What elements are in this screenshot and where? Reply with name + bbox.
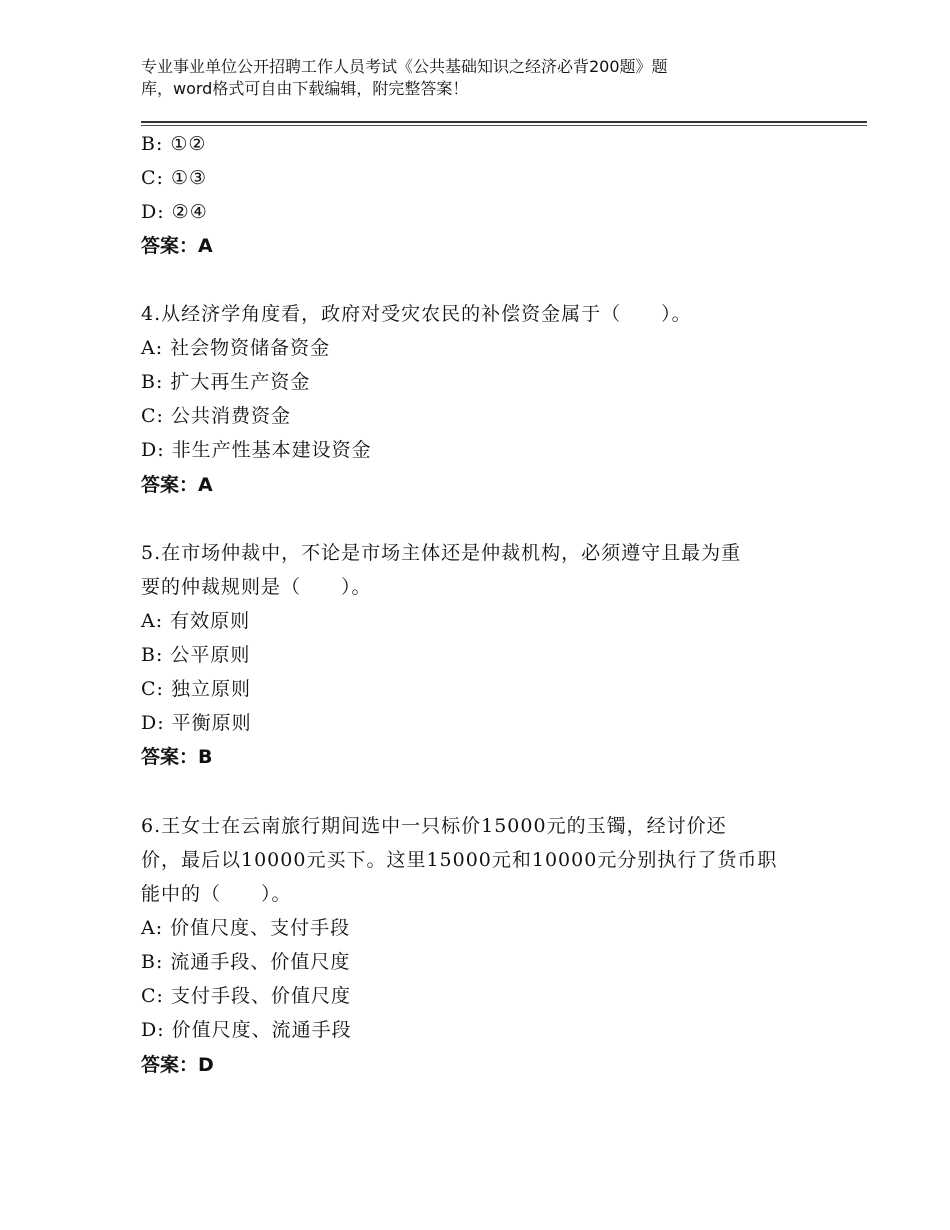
q6-option-b: B: 流通手段、价值尺度 xyxy=(141,951,351,973)
header-rule-thick xyxy=(141,121,867,123)
q3-answer: 答案：A xyxy=(141,235,213,257)
header-rule-thin xyxy=(141,125,867,126)
q6-stem-line-1: 6.王女士在云南旅行期间选中一只标价15000元的玉镯，经讨价还 xyxy=(141,815,727,837)
q5-stem-line-2: 要的仲裁规则是（ ）。 xyxy=(141,576,372,598)
q4-answer: 答案：A xyxy=(141,474,213,496)
q6-stem-line-3: 能中的（ ）。 xyxy=(141,883,292,905)
q5-option-b: B: 公平原则 xyxy=(141,644,251,666)
q4-option-a: A: 社会物资储备资金 xyxy=(141,337,331,359)
q3-option-c: C: ①③ xyxy=(141,167,208,189)
q6-answer: 答案：D xyxy=(141,1054,214,1076)
q6-option-a: A: 价值尺度、支付手段 xyxy=(141,917,351,939)
q5-option-a: A: 有效原则 xyxy=(141,610,251,632)
q5-option-c: C: 独立原则 xyxy=(141,678,251,700)
header-line-2: 库，word格式可自由下载编辑，附完整答案！ xyxy=(141,79,469,98)
q6-option-d: D: 价值尺度、流通手段 xyxy=(141,1019,352,1041)
q4-stem: 4.从经济学角度看，政府对受灾农民的补偿资金属于（ ）。 xyxy=(141,303,692,325)
q6-stem-line-2: 价，最后以10000元买下。这里15000元和10000元分别执行了货币职 xyxy=(141,849,778,871)
q6-option-c: C: 支付手段、价值尺度 xyxy=(141,985,351,1007)
q4-option-c: C: 公共消费资金 xyxy=(141,405,291,427)
q3-option-d: D: ②④ xyxy=(141,201,208,223)
q5-stem-line-1: 5.在市场仲裁中，不论是市场主体还是仲裁机构，必须遵守且最为重 xyxy=(141,542,742,564)
q3-option-b: B: ①② xyxy=(141,133,207,155)
q4-option-d: D: 非生产性基本建设资金 xyxy=(141,439,372,461)
q5-answer: 答案：B xyxy=(141,746,213,768)
header-line-1: 专业事业单位公开招聘工作人员考试《公共基础知识之经济必背200题》题 xyxy=(141,57,668,76)
document-header xyxy=(141,56,781,100)
q4-option-b: B: 扩大再生产资金 xyxy=(141,371,311,393)
q5-option-d: D: 平衡原则 xyxy=(141,712,252,734)
